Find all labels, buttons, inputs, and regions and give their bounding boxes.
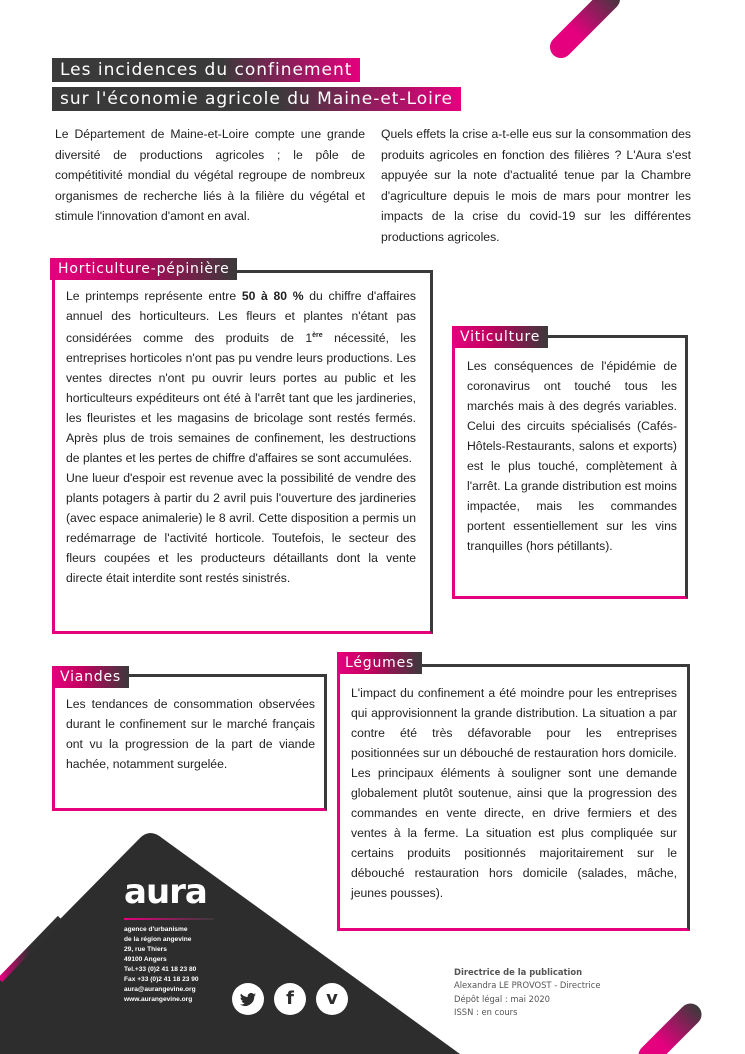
horticulture-p1-b: du chiffre d'affaires annuel des horticulteurs. Les fleurs et plantes n'étant pas considérées comme des produits de 1 bbox=[66, 289, 416, 346]
email-link[interactable]: aura@aurangevine.org bbox=[124, 986, 196, 993]
viticulture-text: Les conséquences de l'épidémie de coronavirus ont touché tous les marchés mais à des degrés variables. Celui des circuits spécialisés (Cafés-Hôtels-Restaurants, salons et exports) est le plus touché, complètement à l'arrêt. La grande distribution est moins impactée, mais les commandes portent essentiellement sur les vins tranquilles (hors pétillants). bbox=[467, 359, 677, 553]
publication-depot: Dépôt légal : mai 2020 bbox=[454, 994, 550, 1004]
intro-right-paragraph: Quels effets la crise a-t-elle eus sur la consommation des produits agricoles en fonction des filières ? L'Aura s'est appuyée sur la note d'actualité tenue par la Chambre d'agriculture depuis le mois de mars pour montrer les impacts de la crise du covid-19 sur les différentes productions agricoles. bbox=[381, 127, 691, 244]
horticulture-text bbox=[66, 286, 416, 588]
legumes-heading: Légumes bbox=[337, 652, 422, 674]
address-line: 49100 Angers bbox=[124, 956, 167, 963]
intro-left-paragraph: Le Département de Maine-et-Loire compte une grande diversité de productions agricoles ; le pôle de compétitivité mondial du végétal regroupe de nombreux organismes de recherche liés à la filière du végétal et stimule l'innovation d'amont en aval. bbox=[55, 127, 365, 223]
twitter-icon[interactable] bbox=[232, 983, 264, 1015]
address-line: de la région angevine bbox=[124, 936, 192, 943]
address-line: Fax +33 (0)2 41 18 23 90 bbox=[124, 976, 199, 983]
aura-logo: aura bbox=[124, 872, 207, 912]
publication-heading: Directrice de la publication bbox=[454, 967, 583, 977]
facebook-icon[interactable]: f bbox=[274, 983, 306, 1015]
website-link[interactable]: www.aurangevine.org bbox=[124, 996, 193, 1003]
horticulture-paragraph-1 bbox=[66, 286, 416, 468]
horticulture-heading: Horticulture-pépinière bbox=[50, 258, 237, 280]
page-title-line-2: sur l'économie agricole du Maine-et-Loire bbox=[52, 87, 461, 111]
horticulture-p1-sup: ère bbox=[312, 332, 323, 339]
page-title-line-1: Les incidences du confinement bbox=[52, 58, 360, 82]
horticulture-p1-c: nécessité, les entreprises horticoles n'ont pas pu vendre leurs productions. Les ventes directes n'ont pu ouvrir leurs portes au public et les horticulteurs expéditeurs ont été à l'arrêt tant que les jardineries, les fleuristes et les magasins de bricolage sont restés fermés. Après plus de trois semaines de confinement, les destructions de plantes et les pertes de chiffre d'affaires se sont accumulées. bbox=[66, 331, 416, 466]
publication-info bbox=[454, 966, 601, 1018]
viandes-heading: Viandes bbox=[52, 666, 129, 688]
address-line: agence d'urbanisme bbox=[124, 926, 188, 933]
viandes-text: Les tendances de consommation observées durant le confinement sur le marché français ont vu la progression de la part de viande hachée, notamment surgelée. bbox=[66, 697, 315, 771]
publication-issn: ISSN : en cours bbox=[454, 1006, 518, 1017]
viticulture-heading: Viticulture bbox=[452, 326, 548, 348]
legumes-paragraph-1: L'impact du confinement a été moindre pour les entreprises qui approvisionnent la grande distribution. La situation a par contre été très défavorable pour les entreprises positionnées sur un débouché de restauration hors domicile. bbox=[351, 686, 677, 760]
horticulture-p1-a: Le printemps représente entre bbox=[66, 289, 242, 303]
decorative-stripe-top bbox=[545, 0, 624, 63]
horticulture-paragraph-2: Une lueur d'espoir est revenue avec la possibilité de vendre des plants potagers à partir du 2 avril puis l'ouverture des jardineries (avec espace animalerie) le 8 avril. Cette disposition a permis un redémarrage de l'activité horticole. Toutefois, le secteur des fleurs coupées et les producteurs détaillants dont la vente directe était interdite sont restés sinistrés. bbox=[66, 471, 416, 586]
address-line: Tel.+33 (0)2 41 18 23 80 bbox=[124, 966, 197, 973]
footer-background-shape bbox=[0, 830, 460, 1054]
logo-underline bbox=[124, 918, 214, 920]
address-line: 29, rue Thiers bbox=[124, 946, 167, 953]
publication-director: Alexandra LE PROVOST - Directrice bbox=[454, 979, 601, 990]
legumes-paragraph-2: Les principaux éléments à souligner sont une demande globalement plutôt soutenue, ainsi que la progression des commandes en vente directe, en drive fermiers et des ventes à la ferme. La situation est plus compliquée sur certains produits positionnés majoritairement sur le débouché restauration hors domicile (salades, mâche, jeunes pousses). bbox=[351, 766, 677, 900]
decorative-stripe-bottom bbox=[634, 999, 706, 1054]
horticulture-p1-percent: 50 à 80 % bbox=[241, 289, 304, 303]
agency-address bbox=[124, 925, 199, 1005]
vimeo-icon[interactable]: v bbox=[316, 983, 348, 1015]
